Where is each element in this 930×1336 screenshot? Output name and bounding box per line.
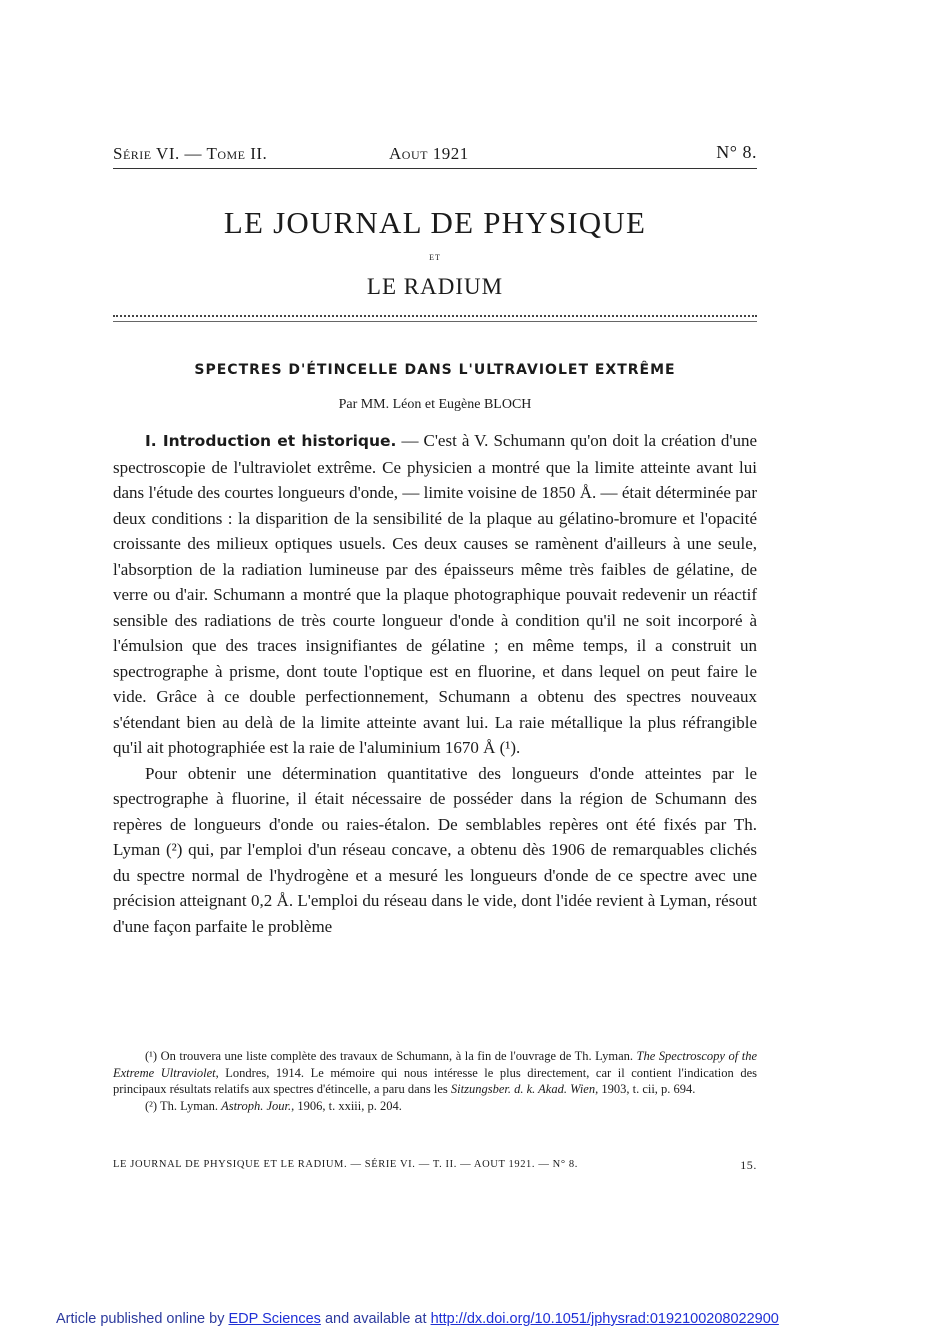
article-body [113, 428, 757, 939]
footnote-2-text-a: (²) Th. Lyman. [145, 1098, 222, 1113]
footnote-1-text-b: , Londres, 1914. Le mémoire qui nous intéresse le plus directement, car il contient l'indication des principaux résultats relatifs aux spectres d'étincelle, a paru dans les [113, 1065, 757, 1096]
journal-subtitle: LE RADIUM [366, 274, 504, 299]
journal-connector: ET [429, 253, 441, 262]
running-footer [113, 1159, 757, 1170]
title-ornamental-rule [113, 315, 757, 322]
article-title: SPECTRES D'ÉTINCELLE DANS L'ULTRAVIOLET EXTRÊME [194, 362, 676, 378]
page-header [113, 140, 757, 166]
footnote-1-book-title: The Spectroscopy of the Extreme Ultraviolet [113, 1049, 757, 1080]
footnotes [113, 1048, 757, 1114]
issue-date: Aout 1921 [389, 144, 469, 163]
publisher-bar [56, 1311, 779, 1327]
journal-title: LE JOURNAL DE PHYSIQUE [223, 205, 647, 240]
footnote-2-text-b: , 1906, t. xxiii, p. 204. [291, 1098, 402, 1113]
footnote-1-text-a: (¹) On trouvera une liste complète des travaux de Schumann, à la fin de l'ouvrage de Th. Lyman. [145, 1049, 637, 1063]
footnote-2-journal: Astroph. Jour. [221, 1098, 292, 1113]
publisher-link[interactable]: EDP Sciences [228, 1311, 321, 1327]
paragraph-1-text: — C'est à V. Schumann qu'on doit la création d'une spectroscopie de l'ultraviolet extrême. Ce physicien a montré que la limite atteinte avant lui dans l'étude des courtes longueurs d'onde, — limite voisine de 1850 Å. — était déterminée par deux conditions : la disparition de la sensibilité de la plaque au gélatino-bromure et l'opacité croissante des milieux optiques usuels. Ces deux causes se ramènent d'ailleurs à une seule, l'absorption de la radiation lumineuse par des épaisseurs même très faibles de gélatine, de verre ou d'air. Schumann a montré que la plaque photographique pouvait redevenir un réactif sensible des radiations de très courte longueur d'onde à condition qu'il ne soit incorporé à l'émulsion que des traces insignifiantes de gélatine ; en même temps, il a construit un spectrographe à prisme, dont toute l'optique est en fluorine, et dans lequel on peut faire le vide. Grâce à ce double perfectionnement, Schumann a obtenu des spectres nouveaux s'étendant bien au delà de la limite atteinte avant lui. La raie métallique la plus réfrangible qu'il ait photographiée est la raie de l'aluminium 1670 Å (¹). [113, 431, 757, 757]
doi-link[interactable]: http://dx.doi.org/10.1051/jphysrad:0192100208022900 [430, 1311, 779, 1327]
footnote-1 [113, 1048, 757, 1098]
publisher-bar-prefix: Article published online by [56, 1311, 229, 1327]
paragraph-2: Pour obtenir une détermination quantitative des longueurs d'onde atteintes par le spectrographe à fluorine, il était nécessaire de posséder dans la région de Schumann des repères de longueurs d'onde ou raies-étalon. De semblables repères ont été fixés par Th. Lyman (²) qui, par l'emploi d'un réseau concave, a obtenu dès 1906 de remarquables clichés du spectre normal de l'hydrogène et a mesuré les longueurs d'onde de ce spectre avec une précision atteignant 0,2 Å. L'emploi du réseau dans le vide, dont l'idée revient à Lyman, résout d'une façon parfaite le problème [113, 763, 757, 936]
publisher-bar-middle: and available at [320, 1311, 431, 1327]
header-rule [113, 168, 757, 169]
footnote-1-journal: Sitzungsber. d. k. Akad. Wien [450, 1082, 596, 1096]
paragraph-1 [113, 428, 757, 761]
footnote-2 [113, 1098, 757, 1115]
footnote-1-text-c: , 1903, t. cii, p. 694. [595, 1082, 696, 1096]
running-footer-text: LE JOURNAL DE PHYSIQUE ET LE RADIUM. — SÉRIE VI. — T. II. — AOUT 1921. — N° 8. [113, 1159, 578, 1170]
series-volume: Série VI. — Tome II. [113, 144, 268, 163]
page-number: 15. [740, 1158, 757, 1172]
section-heading: I. Introduction et historique. [145, 432, 397, 450]
article-authors: Par MM. Léon et Eugène BLOCH [338, 397, 532, 412]
issue-number: N° 8. [716, 142, 757, 162]
